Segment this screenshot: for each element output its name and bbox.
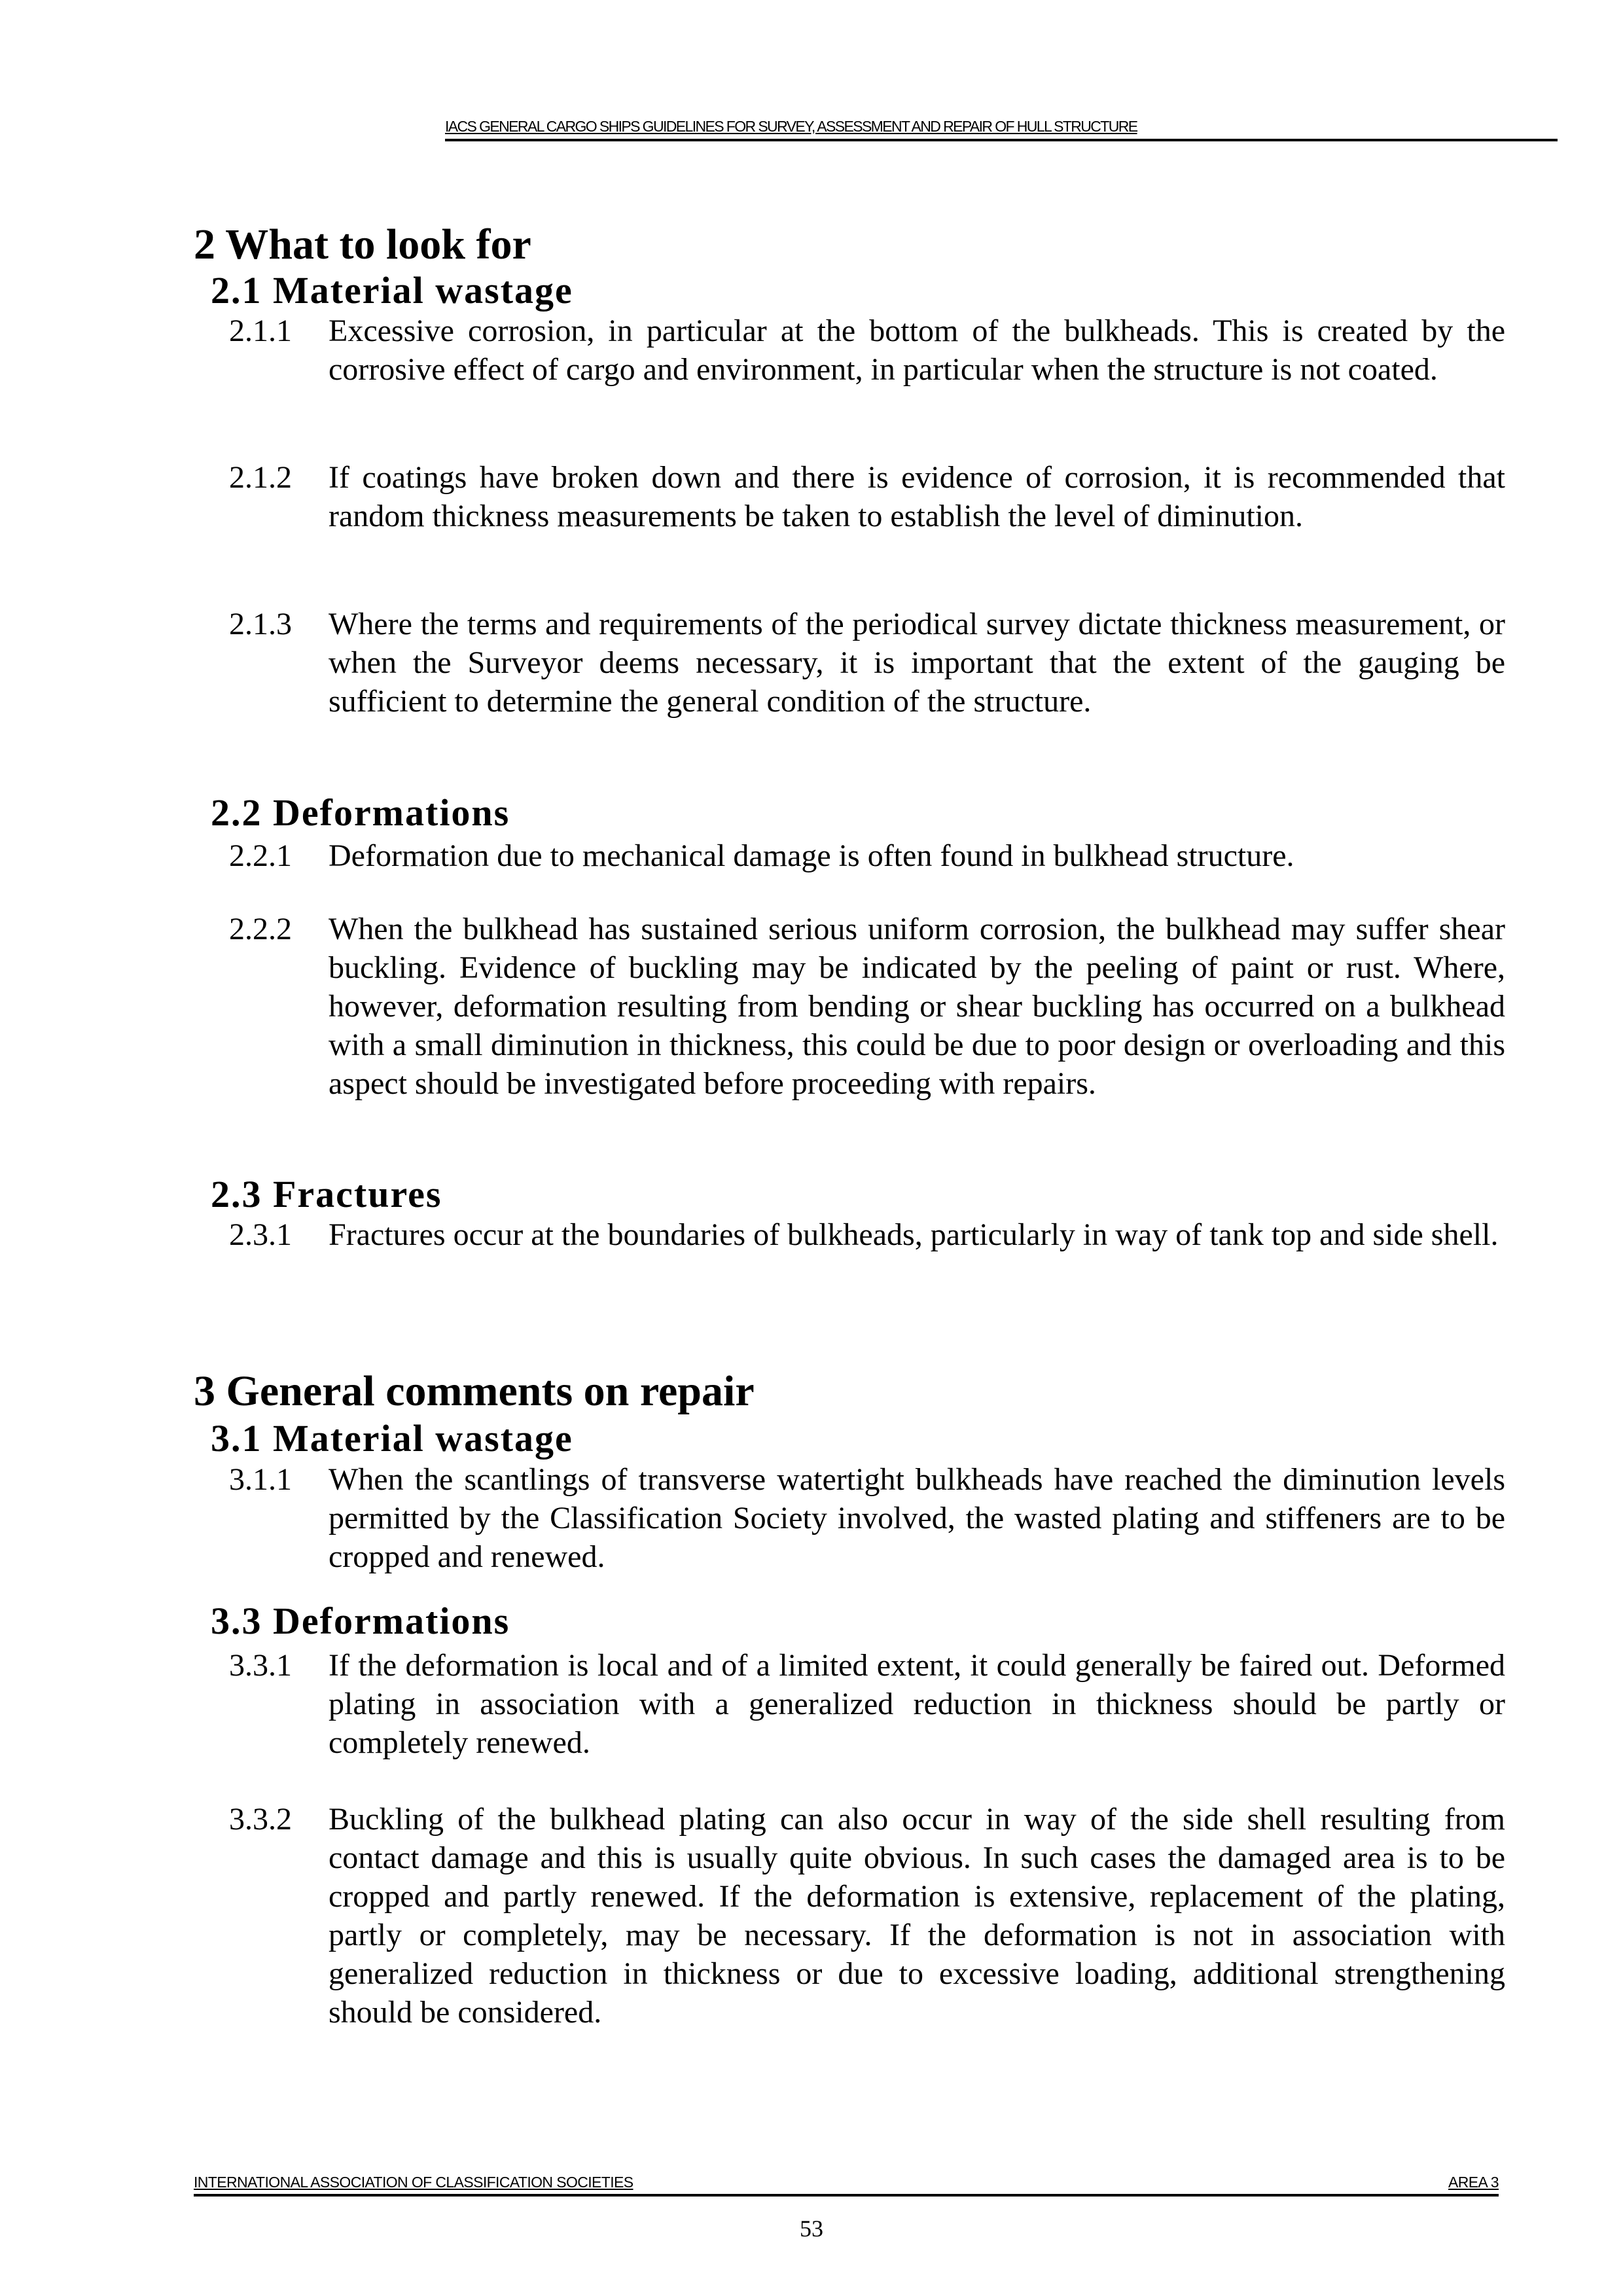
paragraph-text: Fractures occur at the boundaries of bulkheads, particularly in way of tank top and side shell.	[329, 1217, 1499, 1252]
paragraph-3-3-2	[229, 1800, 1505, 2032]
paragraph-text: If the deformation is local and of a limited extent, it could generally be faired out. Deformed plating in association with a generalized reduction in thickness should be partly or completely renewed.	[329, 1648, 1505, 1760]
paragraph-2-1-1	[229, 312, 1505, 389]
footer-area: AREA 3	[1448, 2174, 1499, 2191]
running-footer	[194, 2173, 1499, 2197]
paragraph-text: When the scantlings of transverse watertight bulkheads have reached the diminution levels permitted by the Classification Society involved, the wasted plating and stiffeners are to be cropped and renewed.	[329, 1462, 1505, 1574]
paragraph-text: Excessive corrosion, in particular at the bottom of the bulkheads. This is created by the corrosive effect of cargo and environment, in particular when the structure is not coated.	[329, 314, 1505, 387]
paragraph-number: 2.2.1	[229, 838, 292, 873]
section-2-2-heading: 2.2 Deformations	[211, 791, 510, 834]
paragraph-number: 3.1.1	[229, 1462, 292, 1497]
paragraph-text: Deformation due to mechanical damage is often found in bulkhead structure.	[329, 838, 1294, 873]
paragraph-3-3-1	[229, 1646, 1505, 1762]
paragraph-text: When the bulkhead has sustained serious uniform corrosion, the bulkhead may suffer shear buckling. Evidence of buckling may be indicated by the peeling of paint or rust. Where, however, deformation resulting from bending or shear buckling has occurred on a bulkhead with a small diminution in thickness, this could be due to poor design or overloading and this aspect should be investigated before proceeding with repairs.	[329, 912, 1505, 1101]
paragraph-text: Where the terms and requirements of the periodical survey dictate thickness measurement, or when the Surveyor deems necessary, it is important that the extent of the gauging be sufficient to determine the general condition of the structure.	[329, 607, 1505, 719]
paragraph-2-3-1	[229, 1215, 1505, 1254]
paragraph-2-2-1	[229, 836, 1505, 875]
section-3-heading: 3 General comments on repair	[194, 1367, 755, 1415]
paragraph-number: 3.3.1	[229, 1648, 292, 1683]
section-3-3-heading: 3.3 Deformations	[211, 1600, 510, 1642]
paragraph-number: 2.1.1	[229, 314, 292, 348]
section-3-1-heading: 3.1 Material wastage	[211, 1417, 573, 1460]
footer-organization: INTERNATIONAL ASSOCIATION OF CLASSIFICATION SOCIETIES	[194, 2174, 633, 2191]
paragraph-number: 2.1.2	[229, 460, 292, 495]
paragraph-number: 2.1.3	[229, 607, 292, 641]
paragraph-3-1-1	[229, 1460, 1505, 1576]
section-2-1-heading: 2.1 Material wastage	[211, 269, 573, 312]
section-2-heading: 2 What to look for	[194, 221, 531, 268]
paragraph-number: 2.2.2	[229, 912, 292, 946]
paragraph-2-1-3	[229, 605, 1505, 721]
paragraph-number: 2.3.1	[229, 1217, 292, 1252]
paragraph-number: 3.3.2	[229, 1802, 292, 1837]
paragraph-text: If coatings have broken down and there is evidence of corrosion, it is recommended that random thickness measurements be taken to establish the level of diminution.	[329, 460, 1505, 533]
page-number: 53	[800, 2215, 823, 2242]
section-2-3-heading: 2.3 Fractures	[211, 1173, 442, 1215]
paragraph-2-1-2	[229, 458, 1505, 535]
paragraph-2-2-2	[229, 910, 1505, 1103]
paragraph-text: Buckling of the bulkhead plating can also occur in way of the side shell resulting from contact damage and this is usually quite obvious. In such cases the damaged area is to be cropped and partly renewed. If the deformation is extensive, replacement of the plating, partly or completely, may be necessary. If the deformation is not in association with generalized reduction in thickness or due to excessive loading, additional strengthening should be considered.	[329, 1802, 1505, 2030]
running-header-title: IACS GENERAL CARGO SHIPS GUIDELINES FOR SURVEY, ASSESSMENT AND REPAIR OF HULL STRUCTURE	[445, 118, 1137, 135]
